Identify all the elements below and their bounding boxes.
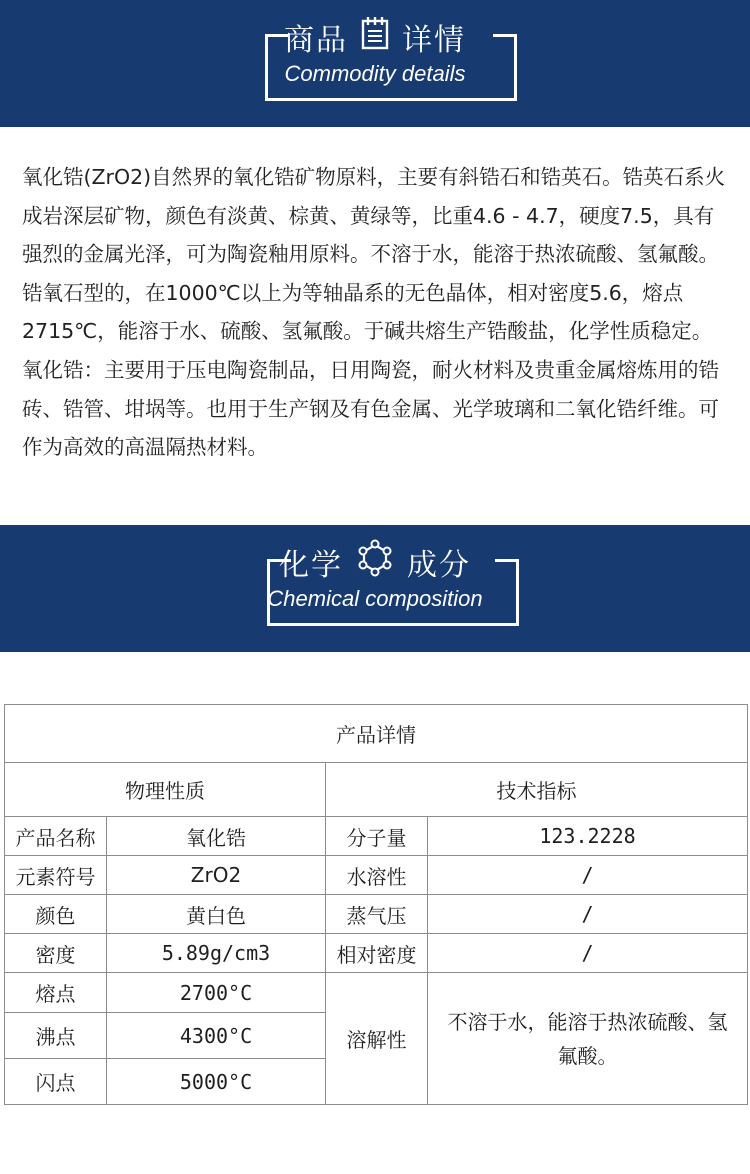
header-physical-properties: 物理性质 — [5, 763, 326, 817]
section-title-right: 成分 — [407, 548, 471, 583]
commodity-details-banner — [0, 0, 750, 127]
table-title: 产品详情 — [5, 705, 748, 763]
description-paragraph-2: 氧化锆：主要用于压电陶瓷制品，日用陶瓷，耐火材料及贵重金属熔炼用的锆砖、锆管、坩埚等。也用于生产钢及有色金属、光学玻璃和二氧化锆纤维。可作为高效的高温隔热材料。 — [22, 357, 719, 460]
section-title — [0, 16, 750, 58]
row-label: 闪点 — [5, 1059, 107, 1105]
row-label: 元素符号 — [5, 856, 107, 895]
chemical-composition-banner — [0, 525, 750, 652]
row-value: 4300°C — [107, 1013, 326, 1059]
row-value: 123.2228 — [428, 817, 748, 856]
row-label: 熔点 — [5, 973, 107, 1013]
row-label: 沸点 — [5, 1013, 107, 1059]
row-value: / — [428, 895, 748, 934]
molecule-icon — [355, 539, 395, 585]
row-value: 氧化锆 — [107, 817, 326, 856]
row-value: / — [428, 856, 748, 895]
row-label: 蒸气压 — [326, 895, 428, 934]
row-label: 颜色 — [5, 895, 107, 934]
section-title-right: 详情 — [402, 23, 466, 58]
row-value: 5.89g/cm3 — [107, 934, 326, 973]
header-technical-specs: 技术指标 — [326, 763, 748, 817]
section-title-left: 商品 — [284, 23, 348, 58]
row-label: 相对密度 — [326, 934, 428, 973]
row-label: 密度 — [5, 934, 107, 973]
row-label: 分子量 — [326, 817, 428, 856]
solubility-value: 不溶于水，能溶于热浓硫酸、氢氟酸。 — [428, 973, 748, 1105]
product-description — [22, 158, 734, 467]
row-label: 产品名称 — [5, 817, 107, 856]
row-value: 5000°C — [107, 1059, 326, 1105]
description-paragraph-1: 氧化锆(ZrO2)自然界的氧化锆矿物原料，主要有斜锆石和锆英石。锆英石系火成岩深层矿物，颜色有淡黄、棕黄、黄绿等，比重4.6 - 4.7，硬度7.5，具有强烈的金属光泽，可为陶瓷釉用原料。不溶于水，能溶于热浓硫酸、氢氟酸。锆氧石型的，在1000℃以上为等轴晶系的无色晶体，相对密度5.6，熔点2715℃，能溶于水、硫酸、氢氟酸。于碱共熔生产锆酸盐，化学性质稳定。 — [22, 165, 726, 344]
section-title — [0, 541, 750, 583]
solubility-label: 溶解性 — [326, 973, 428, 1105]
row-value: 黄白色 — [107, 895, 326, 934]
row-value: 2700°C — [107, 973, 326, 1013]
product-spec-table — [4, 704, 748, 1105]
section-subtitle: Chemical composition — [267, 586, 483, 611]
section-title-left: 化学 — [279, 548, 343, 583]
row-value: ZrO2 — [107, 856, 326, 895]
row-label: 水溶性 — [326, 856, 428, 895]
row-value: / — [428, 934, 748, 973]
section-subtitle: Commodity details — [284, 61, 466, 86]
notepad-icon — [360, 16, 390, 58]
